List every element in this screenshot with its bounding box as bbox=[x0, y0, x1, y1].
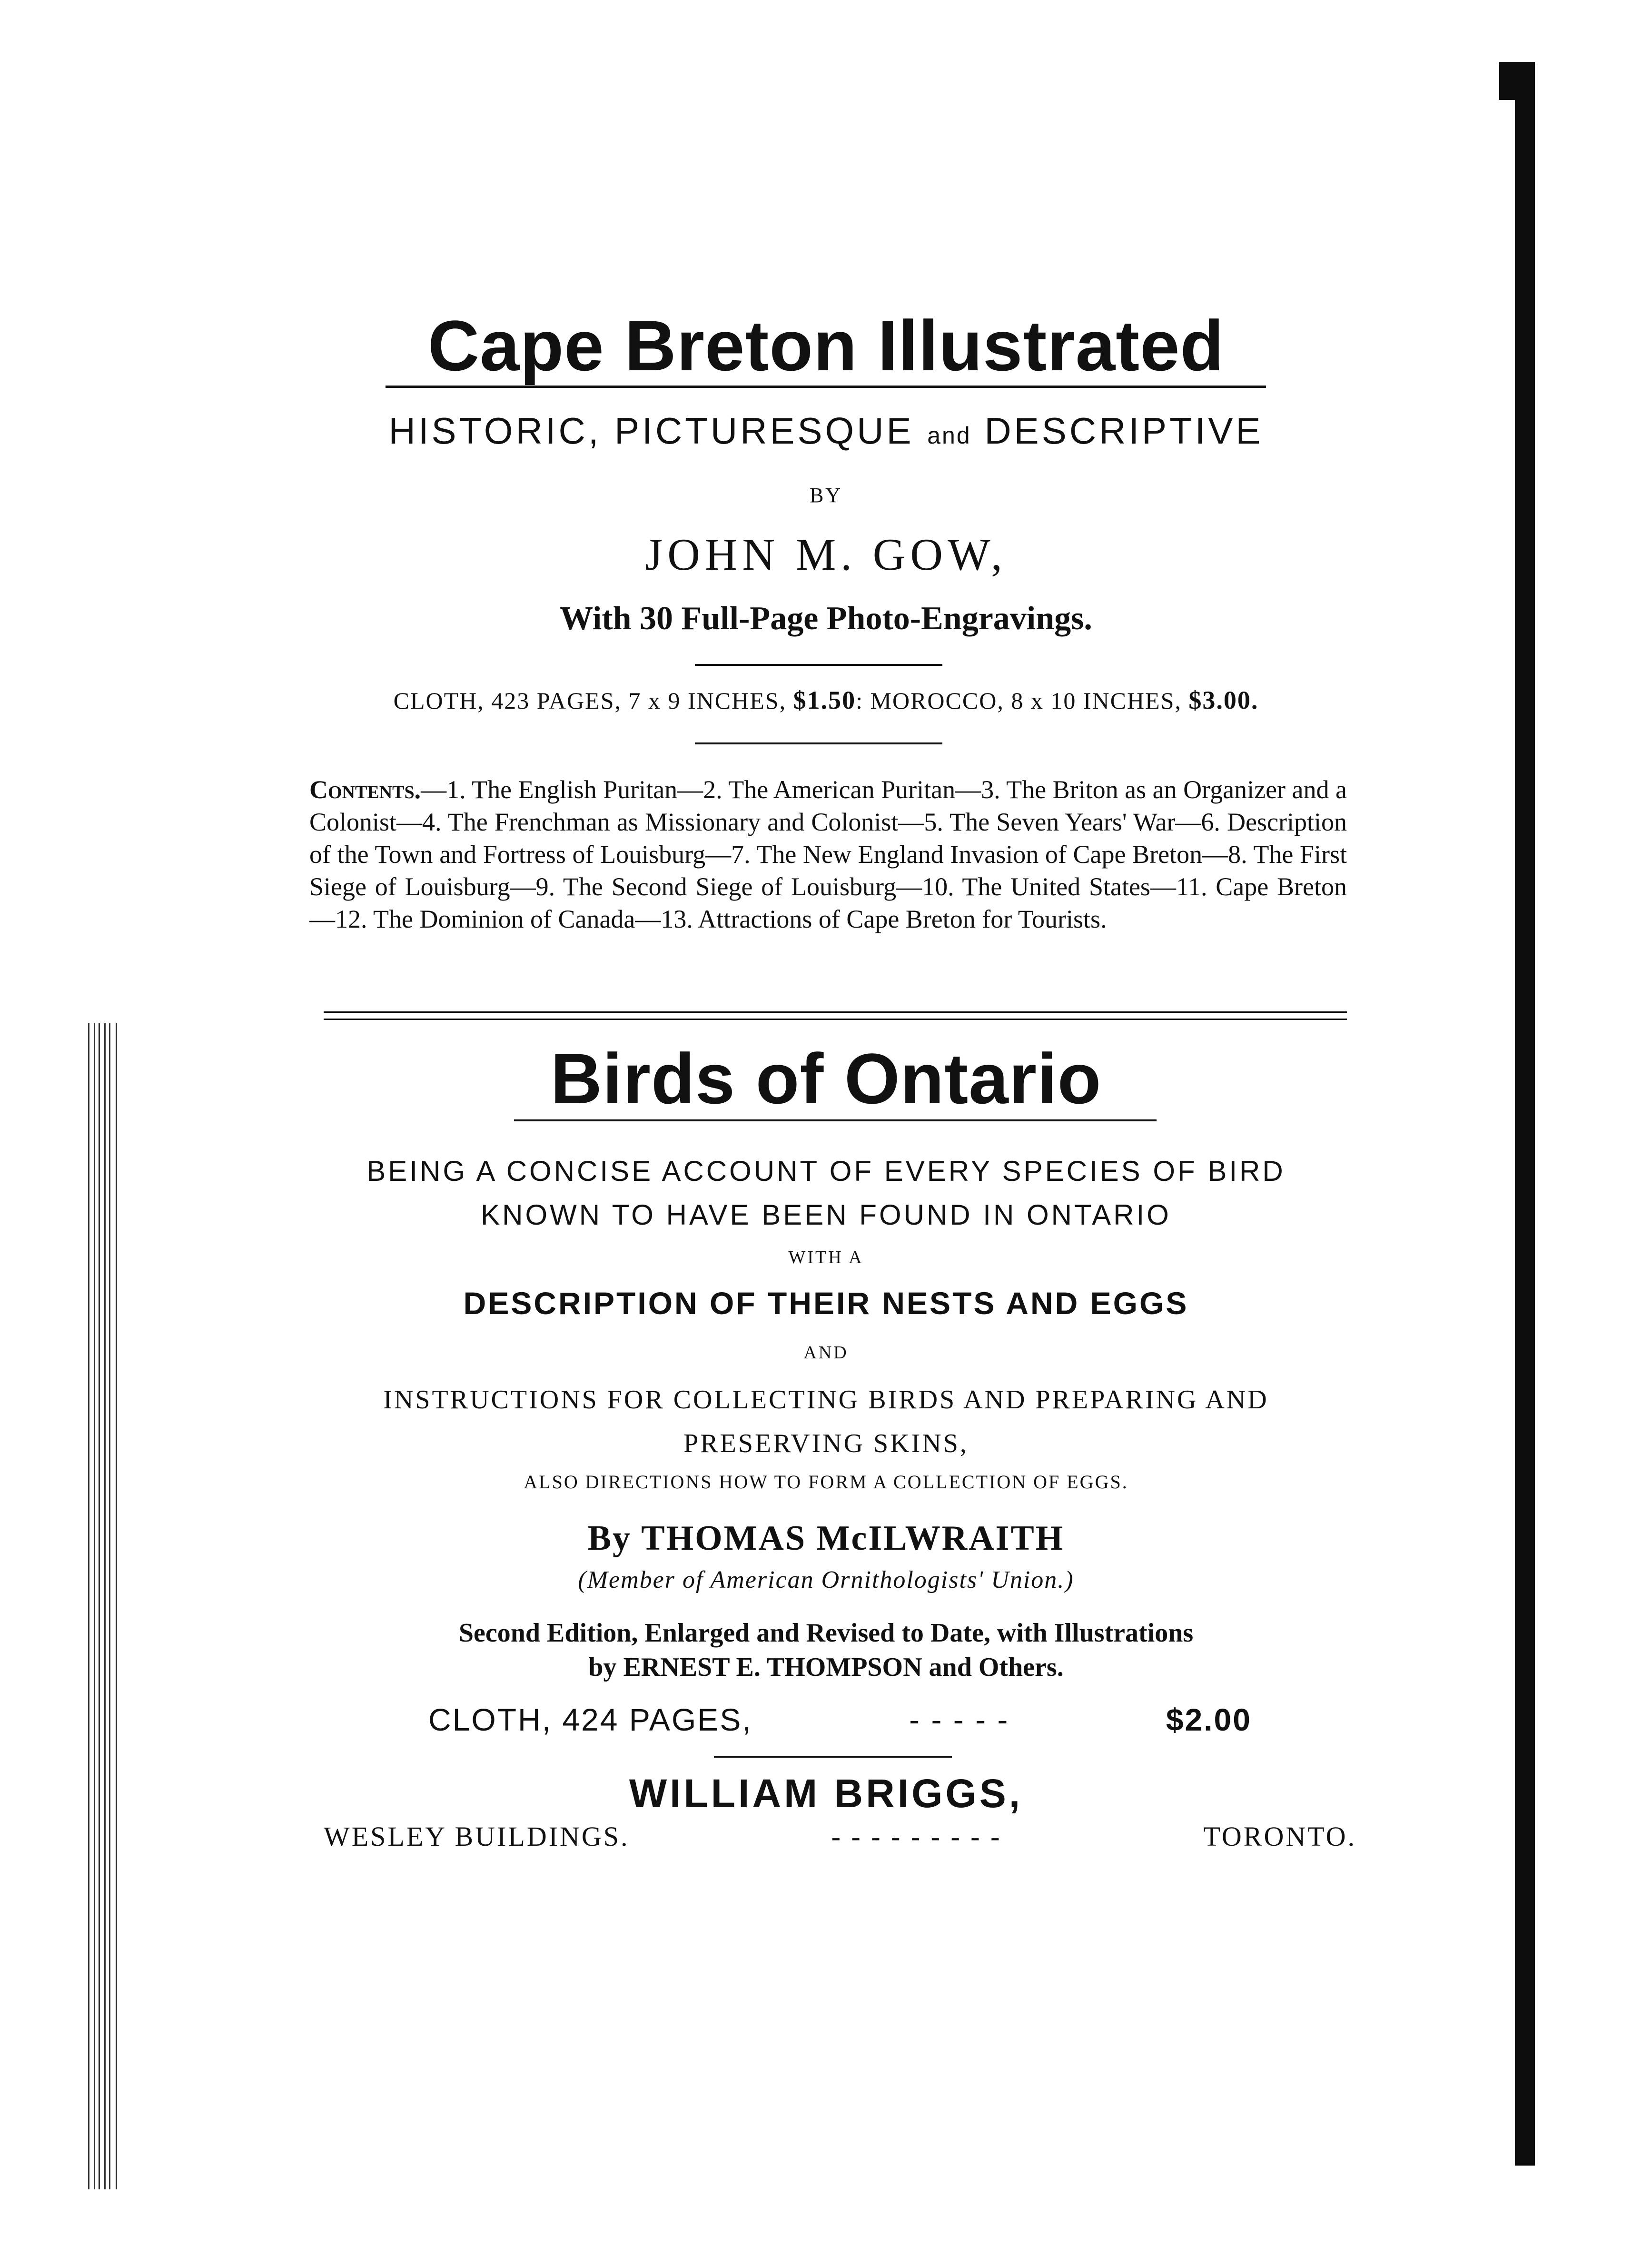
cape-breton-author: JOHN M. GOW, bbox=[645, 529, 1007, 580]
birds-description bbox=[0, 1149, 1652, 1237]
birds-title: Birds of Ontario bbox=[550, 1039, 1102, 1118]
publisher-name: WILLIAM BRIGGS, bbox=[629, 1771, 1023, 1816]
publisher-city: TORONTO. bbox=[1203, 1821, 1356, 1852]
author-membership: (Member of American Ornithologists' Union.) bbox=[578, 1566, 1074, 1593]
short-divider bbox=[714, 1756, 952, 1758]
price-line-a: CLOTH, 423 PAGES, 7 x 9 INCHES, bbox=[393, 687, 793, 714]
price-cloth: $1.50 bbox=[793, 686, 856, 714]
subtitle-part-a: HISTORIC, PICTURESQUE bbox=[388, 410, 928, 452]
with-a-label: WITH A bbox=[788, 1247, 864, 1267]
subtitle-and: and bbox=[927, 422, 971, 449]
price-morocco: $3.00. bbox=[1188, 686, 1259, 714]
birds-cloth: CLOTH, 424 PAGES, bbox=[428, 1702, 752, 1737]
short-divider bbox=[695, 742, 942, 744]
short-divider bbox=[695, 664, 942, 666]
birds-author: By THOMAS McILWRAITH bbox=[587, 1519, 1065, 1558]
and-label: AND bbox=[803, 1343, 849, 1363]
instructions-line-2: PRESERVING SKINS, bbox=[683, 1429, 969, 1458]
contents-text: —1. The English Puritan—2. The American Puritan—3. The Briton as an Organizer and a Colonist—4. The Frenchman as Missionary and Colonist—5. The Seven Years' War—6. Description of the Town and Fortress of Louisburg—7. The New England Invasion of Cape Breton—8. The First Siege of Louisburg—9. The Second Siege of Louisburg—10. The United States—11. Cape Breton—12. The Dominion of Canada—13. Attractions of Cape Breton for Tourists. bbox=[309, 775, 1347, 933]
price-line-b: : MOROCCO, 8 x 10 INCHES, bbox=[856, 687, 1189, 714]
cape-breton-subtitle bbox=[0, 409, 1652, 453]
instructions-line-1: INSTRUCTIONS FOR COLLECTING BIRDS AND PREPARING AND bbox=[383, 1385, 1269, 1415]
by-label: BY bbox=[809, 484, 843, 507]
instructions-text bbox=[0, 1378, 1652, 1465]
publisher-address: WESLEY BUILDINGS. bbox=[324, 1821, 630, 1852]
birds-price: $2.00 bbox=[1166, 1702, 1252, 1737]
edition-line-1: Second Edition, Enlarged and Revised to Date, with Illustrations bbox=[458, 1618, 1194, 1648]
being-line-1: BEING A CONCISE ACCOUNT OF EVERY SPECIES OF BIRD bbox=[366, 1155, 1286, 1187]
nests-and-eggs-heading: DESCRIPTION OF THEIR NESTS AND EGGS bbox=[463, 1286, 1189, 1321]
contents-paragraph bbox=[309, 773, 1347, 935]
title-underline bbox=[514, 1119, 1157, 1121]
also-directions: ALSO DIRECTIONS HOW TO FORM A COLLECTION OF EGGS. bbox=[524, 1471, 1128, 1493]
contents-label: Contents. bbox=[309, 775, 421, 804]
engravings-note: With 30 Full-Page Photo-Engravings. bbox=[560, 600, 1092, 637]
subtitle-part-b: DESCRIPTIVE bbox=[971, 410, 1264, 452]
birds-dashes: - - - - - bbox=[909, 1702, 1009, 1737]
publisher-address-line bbox=[324, 1821, 1356, 1852]
being-line-2: KNOWN TO HAVE BEEN FOUND IN ONTARIO bbox=[481, 1199, 1171, 1231]
scan-edge-tip bbox=[1499, 62, 1515, 100]
section-divider bbox=[324, 1011, 1347, 1013]
edition-line-2: by ERNEST E. THOMPSON and Others. bbox=[588, 1652, 1064, 1682]
cape-breton-title: Cape Breton Illustrated bbox=[427, 306, 1225, 386]
publisher-dashes: - - - - - - - - - bbox=[831, 1821, 1002, 1852]
edition-note bbox=[0, 1616, 1652, 1684]
section-divider bbox=[324, 1019, 1347, 1020]
title-underline bbox=[386, 386, 1266, 388]
cape-breton-price-line bbox=[0, 685, 1652, 715]
birds-price-line bbox=[428, 1702, 1252, 1738]
